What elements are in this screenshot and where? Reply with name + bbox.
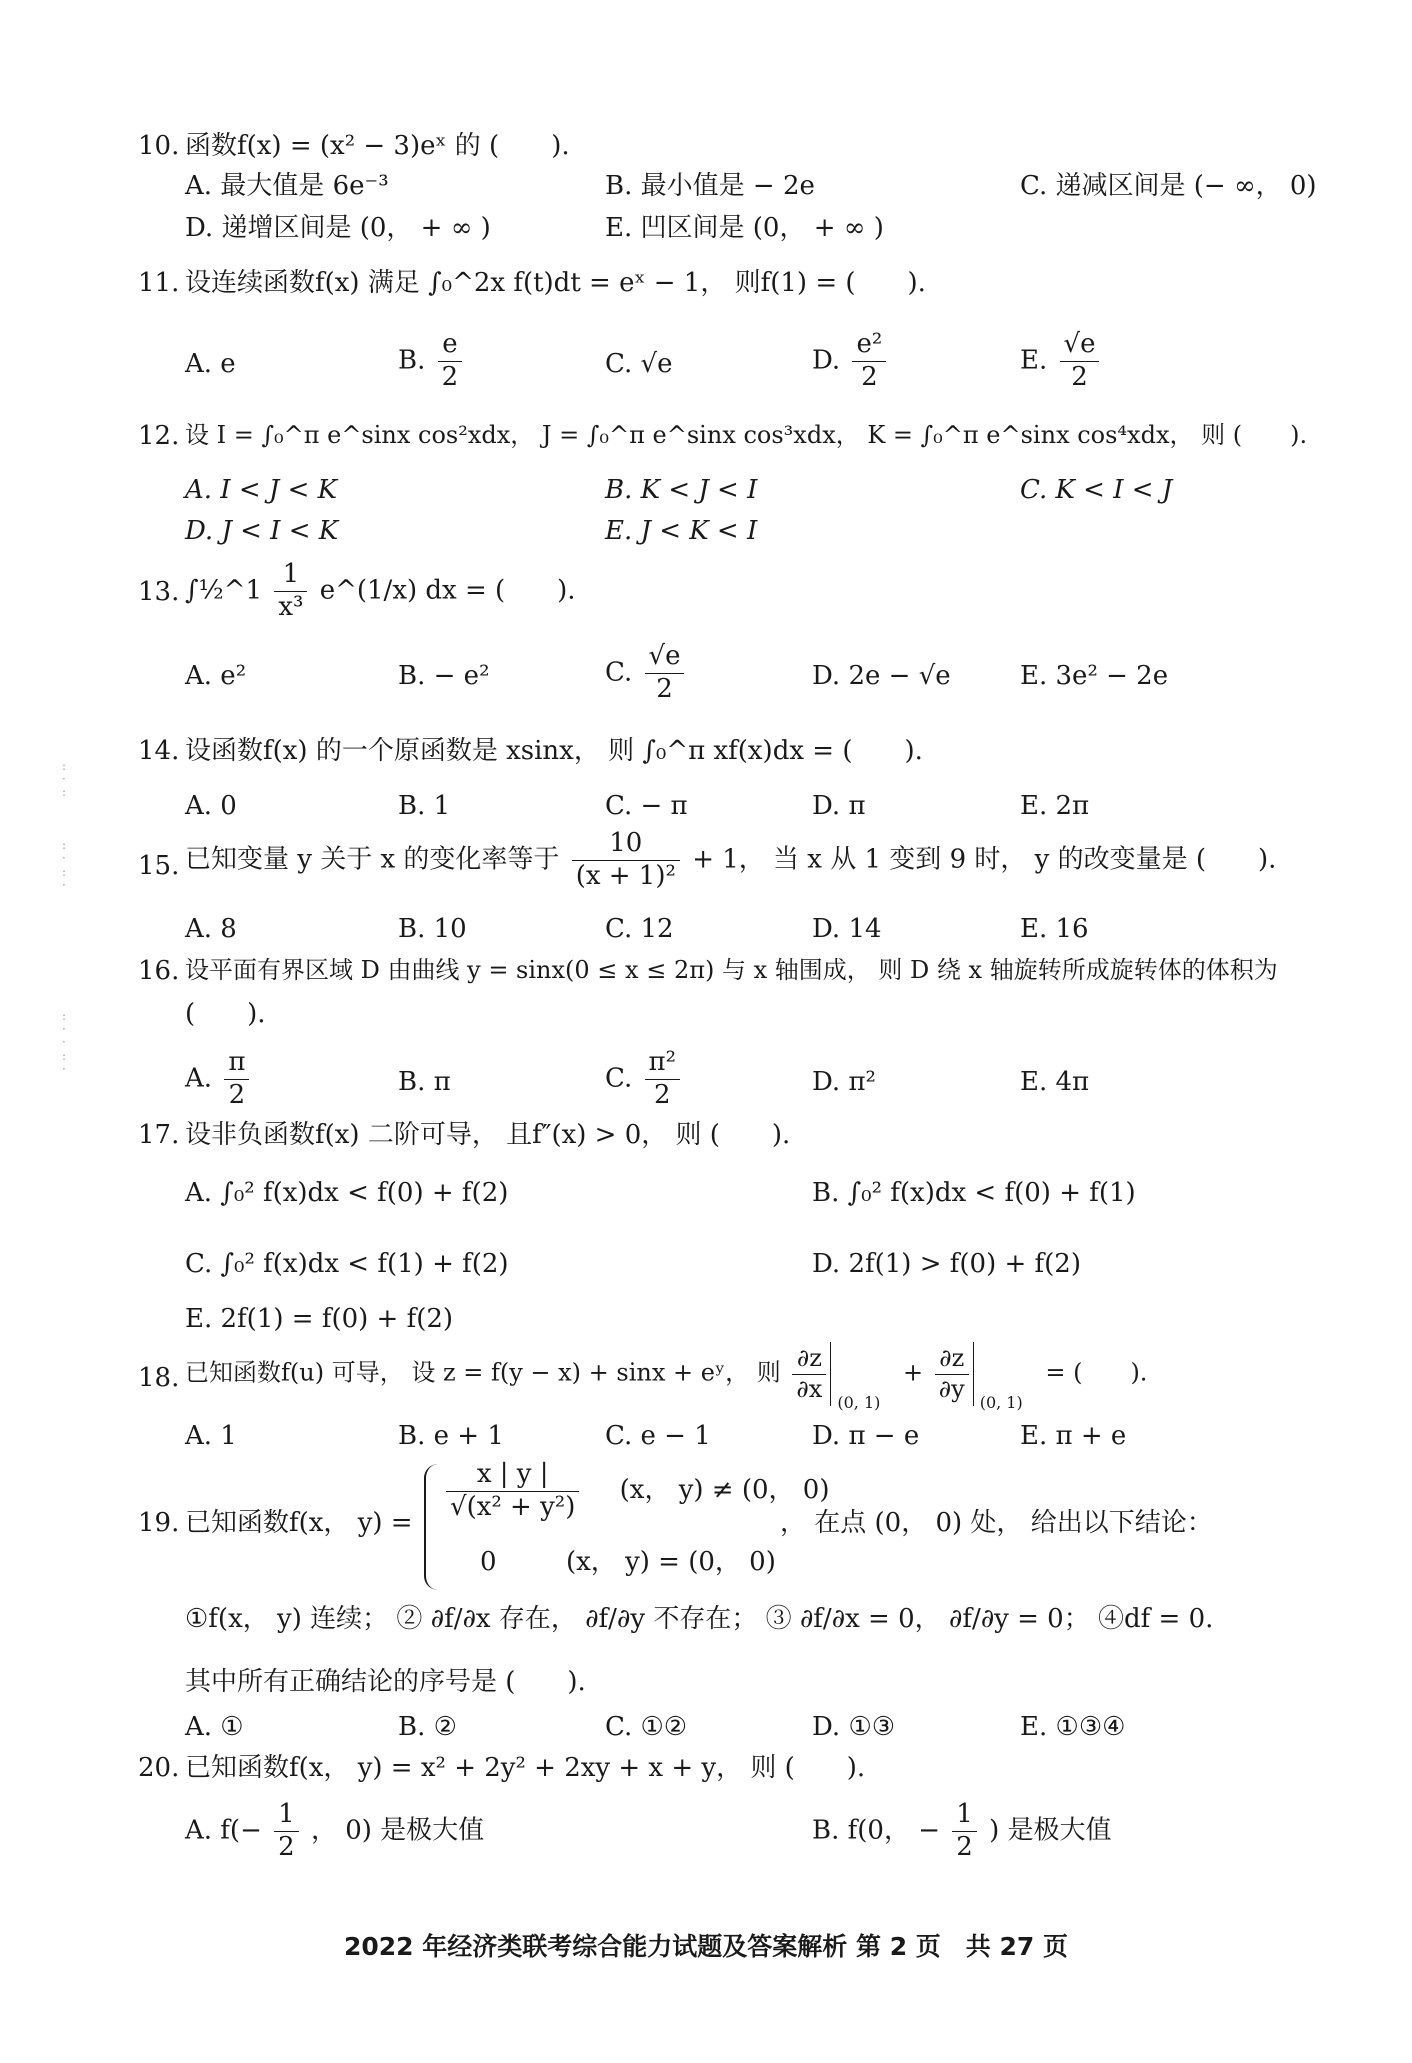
q15-rate-fraction [572,829,680,892]
q14-stem: 设函数f(x) 的一个原函数是 xsinx， 则 ∫₀^π xf(x)dx = ( ). [185,736,923,766]
denominator: 2 [956,1831,973,1862]
q16-stem-line2: ( ). [185,999,266,1029]
q19-stem-tail: ， 在点 (0， 0) 处， 给出以下结论： [780,1508,1213,1538]
denominator: ∂x [796,1374,823,1403]
q18-partial-y [935,1345,969,1403]
numerator: 1 [274,1800,299,1832]
q19-case-2-value: 0 [480,1547,497,1577]
q20-option-a-tail: ， 0) 是极大值 [310,1815,485,1846]
q20-option-a-fraction [274,1800,299,1863]
q15-option-d: D. 14 [812,914,882,944]
q16-option-c-label: C. [605,1063,633,1094]
denominator: 2 [278,1831,295,1862]
q13-option-c-fraction [645,642,685,705]
q11-option-c: C. √e [605,349,673,379]
denominator: 2 [441,361,459,392]
q17-option-c: C. ∫₀² f(x)dx < f(1) + f(2) [185,1249,509,1279]
q13-option-e: E. 3e² − 2e [1020,661,1169,691]
denominator: 2 [1071,361,1088,392]
denominator: 2 [228,1079,246,1110]
q13-option-a: A. e² [185,661,247,691]
q11-option-e-fraction [1060,330,1100,393]
q11-option-b-label: B. [398,345,426,376]
q19-case-1-condition: (x， y) ≠ (0， 0) [619,1475,830,1506]
q15-option-a: A. 8 [185,914,237,944]
q16-option-e: E. 4π [1020,1067,1090,1097]
q19-option-d: D. ①③ [812,1712,896,1742]
page-footer: 2022 年经济类联考综合能力试题及答案解析 第 2 页 共 27 页 [344,1932,1068,1961]
q10-option-c: C. 递减区间是 (− ∞， 0) [1020,171,1317,201]
numerator: ∂z [935,1345,969,1375]
q12-option-b: B. K < J < I [605,475,758,505]
q12-option-d: D. J < I < K [185,516,339,546]
q10-stem: 函数f(x) = (x² − 3)eˣ 的 ( ). [185,131,570,161]
denominator: 2 [653,1079,671,1110]
q19-option-b: B. ② [398,1712,457,1742]
q15-option-b: B. 10 [398,914,467,944]
numerator: ∂z [792,1345,826,1375]
q12-option-a: A. I < J < K [185,475,338,505]
q14-option-c: C. − π [605,791,688,821]
q18-option-e: E. π + e [1020,1421,1127,1451]
q16-option-a-fraction [224,1048,249,1111]
q12-stem: 设 I = ∫₀^π e^sinx cos²xdx， J = ∫₀^π e^sinx cos³xdx， K = ∫₀^π e^sinx cos⁴xdx， 则 ( ). [185,421,1308,449]
q14-option-d: D. π [812,791,866,821]
q17-number: 17. [138,1120,180,1150]
q10-option-d: D. 递增区间是 (0， + ∞ ) [185,213,491,243]
q19-claims: ①f(x， y) 连续； ② ∂f/∂x 存在， ∂f/∂y 不存在； ③ ∂f/∂x = 0， ∂f/∂y = 0； ④df = 0. [185,1604,1214,1634]
q11-option-e [1020,330,1103,393]
q14-option-a: A. 0 [185,791,237,821]
q13-number: 13. [138,577,180,607]
numerator: x | y | [446,1460,579,1492]
scan-margin-marks-left: : · : : · : · [62,759,67,892]
q20-option-b-fraction [952,1800,977,1863]
numerator: √e [645,642,685,674]
q19-option-e: E. ①③④ [1020,1712,1126,1742]
q11-option-d [812,330,890,393]
q20-option-b-head: B. f(0， − [812,1815,940,1846]
q16-option-c-fraction [645,1048,681,1111]
q18-option-d: D. π − e [812,1421,920,1451]
q18-option-b: B. e + 1 [398,1421,504,1451]
q16-option-c [605,1048,684,1111]
q19-case-1-fraction [446,1460,579,1523]
q19-stem-head: 已知函数f(x， y) = [185,1508,413,1538]
q20-option-a [185,1800,484,1863]
q18-stem [185,1342,1148,1412]
q11-option-e-label: E. [1020,345,1048,376]
denominator: (x + 1)² [575,860,676,891]
q15-number: 15. [138,851,180,881]
q11-number: 11. [138,268,180,298]
q19-option-c: C. ①② [605,1712,688,1742]
q18-partial-x [792,1345,826,1403]
q20-number: 20. [138,1753,180,1783]
q18-eval-bar-1 [830,1342,889,1412]
q19-piecewise-brace [424,1464,440,1590]
q13-option-b: B. − e² [398,661,490,691]
q17-option-e: E. 2f(1) = f(0) + f(2) [185,1304,454,1334]
denominator: 2 [861,361,878,392]
denominator: x³ [278,591,304,622]
denominator: ∂y [938,1374,965,1403]
q17-stem: 设非负函数f(x) 二阶可导， 且f″(x) > 0， 则 ( ). [185,1120,791,1150]
numerator: 10 [572,829,680,861]
q14-number: 14. [138,736,180,766]
q15-option-e: E. 16 [1020,914,1089,944]
q15-stem-head: 已知变量 y 关于 x 的变化率等于 [185,844,560,875]
q15-stem-tail: + 1， 当 x 从 1 变到 9 时， y 的改变量是 ( ). [692,844,1277,875]
q18-stem-tail: = ( ). [1045,1358,1148,1387]
q11-stem: 设连续函数f(x) 满足 ∫₀^2x f(t)dt = eˣ − 1， 则f(1) = ( ). [185,268,926,298]
q17-option-a: A. ∫₀² f(x)dx < f(0) + f(2) [185,1178,509,1208]
q16-option-a [185,1048,253,1111]
q13-stem-tail: e^(1/x) dx = ( ). [319,575,576,606]
q10-number: 10. [138,131,180,161]
q15-option-c: C. 12 [605,914,674,944]
q11-option-d-fraction [852,330,886,393]
q16-option-a-label: A. [185,1063,213,1094]
q18-stem-head: 已知函数f(u) 可导， 设 z = f(y − x) + sinx + eʸ， 则 [185,1358,781,1387]
denominator: 2 [656,673,673,704]
q18-plus: + [902,1358,924,1387]
q11-option-b [398,330,466,393]
q18-eval-point-2: (0, 1) [979,1392,1023,1412]
q11-option-b-fraction [438,330,463,393]
q19-case-2-condition: (x， y) = (0， 0) [566,1547,776,1577]
q15-stem [185,829,1276,892]
q20-option-b-tail: ) 是极大值 [989,1815,1112,1846]
q10-option-b: B. 最小值是 − 2e [605,171,815,201]
denominator: √(x² + y²) [450,1491,576,1522]
q16-option-b: B. π [398,1067,451,1097]
q19-ask: 其中所有正确结论的序号是 ( ). [185,1667,586,1697]
numerator: e² [852,330,886,362]
q20-stem: 已知函数f(x， y) = x² + 2y² + 2xy + x + y， 则 ( ). [185,1753,866,1783]
q13-option-c [605,642,688,705]
q13-stem [185,560,576,623]
q13-integral: ∫½^1 [185,575,263,606]
q20-option-b [812,1800,1112,1863]
q16-number: 16. [138,956,180,986]
q13-option-d: D. 2e − √e [812,661,951,691]
q14-option-e: E. 2π [1020,791,1090,821]
q13-integrand-fraction [274,560,307,623]
q19-case-1 [442,1460,830,1523]
q14-option-b: B. 1 [398,791,451,821]
q16-option-d: D. π² [812,1067,876,1097]
q17-option-d: D. 2f(1) > f(0) + f(2) [812,1249,1081,1279]
q18-option-c: C. e − 1 [605,1421,711,1451]
q19-option-a: A. ① [185,1712,244,1742]
q12-option-e: E. J < K < I [605,516,758,546]
q19-number: 19. [138,1508,180,1538]
numerator: √e [1060,330,1100,362]
numerator: e [438,330,463,362]
numerator: π [224,1048,249,1080]
q18-eval-bar-2 [973,1342,1032,1412]
q13-option-c-label: C. [605,657,633,688]
q20-option-a-head: A. f(− [185,1815,262,1846]
q17-option-b: B. ∫₀² f(x)dx < f(0) + f(1) [812,1178,1136,1208]
q12-number: 12. [138,421,180,451]
numerator: 1 [274,560,307,592]
q12-option-c: C. K < I < J [1020,475,1173,505]
q18-number: 18. [138,1363,180,1393]
q11-option-d-label: D. [812,345,841,376]
q10-option-e: E. 凹区间是 (0， + ∞ ) [605,213,884,243]
q18-eval-point-1: (0, 1) [837,1392,881,1412]
q16-stem-line1: 设平面有界区域 D 由曲线 y = sinx(0 ≤ x ≤ 2π) 与 x 轴围成， 则 D 绕 x 轴旋转所成旋转体的体积为 [185,956,1278,984]
q10-option-a: A. 最大值是 6e⁻³ [185,171,389,201]
q18-option-a: A. 1 [185,1421,237,1451]
numerator: 1 [952,1800,977,1832]
numerator: π² [645,1048,681,1080]
q11-option-a: A. e [185,349,236,379]
scan-margin-marks-left-lower: : · · : · [62,1009,67,1076]
